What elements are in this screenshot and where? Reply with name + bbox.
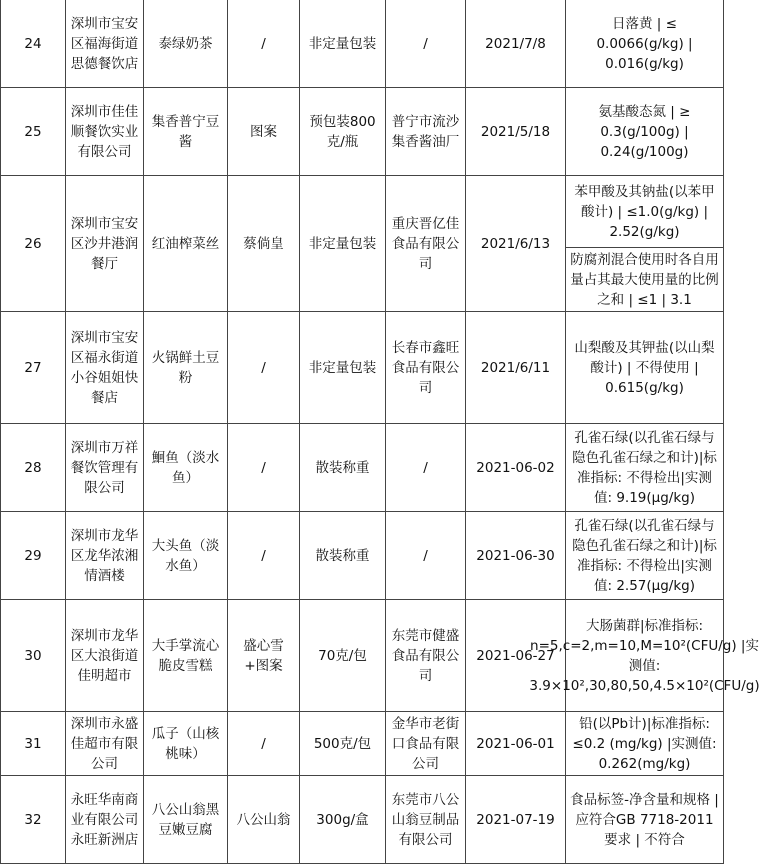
row-number-cell <box>0 424 66 512</box>
brand-cell <box>228 776 300 864</box>
specification-cell <box>300 512 386 600</box>
store-name-cell <box>66 176 144 312</box>
manufacturer-cell <box>386 0 466 88</box>
production-date: 2021-06-30 <box>476 547 555 564</box>
brand: 八公山翁 <box>236 811 291 828</box>
store-name-cell <box>66 424 144 512</box>
production-date: 2021-06-27 <box>476 647 555 664</box>
brand: / <box>261 547 266 564</box>
production-date-cell <box>466 312 566 424</box>
specification: 散装称重 <box>315 547 370 564</box>
table-row <box>0 512 724 600</box>
specification: 300g/盒 <box>316 811 369 828</box>
failed-item: 孔雀石绿(以孔雀石绿与隐色孔雀石绿之和计)|标准指标: 不得检出|实测值: 2.57(μg/kg) <box>572 517 717 594</box>
brand-cell <box>228 424 300 512</box>
product-name: 大头鱼（淡水鱼） <box>151 537 220 574</box>
store-name: 深圳市佳佳顺餐饮实业有限公司 <box>70 103 139 160</box>
row-number-cell <box>0 176 66 312</box>
store-name-cell <box>66 712 144 776</box>
specification-cell <box>300 424 386 512</box>
brand-cell <box>228 312 300 424</box>
brand: 图案 <box>250 123 277 140</box>
store-name: 深圳市永盛佳超市有限公司 <box>70 715 139 772</box>
table-row <box>0 0 724 88</box>
specification: 非定量包装 <box>308 359 377 376</box>
product-name: 火锅鲜土豆粉 <box>151 349 220 386</box>
row-number: 29 <box>24 547 42 564</box>
brand-cell <box>228 600 300 712</box>
manufacturer-cell <box>386 512 466 600</box>
manufacturer: / <box>423 547 428 564</box>
product-name: 瓜子（山核桃味） <box>151 725 220 762</box>
specification: 非定量包装 <box>308 35 377 52</box>
production-date-cell <box>466 512 566 600</box>
specification: 70克/包 <box>318 647 367 664</box>
manufacturer: 金华市老街口食品有限公司 <box>391 715 460 772</box>
manufacturer-cell <box>386 424 466 512</box>
specification: 预包装800克/瓶 <box>309 113 376 150</box>
row-number-cell <box>0 0 66 88</box>
specification-cell <box>300 776 386 864</box>
specification: 散装称重 <box>315 459 370 476</box>
brand: 蔡倘皇 <box>243 235 284 252</box>
store-name: 深圳市宝安区福永街道小谷姐姐快餐店 <box>70 329 139 406</box>
failed-item: 大肠菌群|标准指标: n=5,c=2,m=10,M=10²(CFU/g) |实测值: 3.9×10²,30,80,50,4.5×10²(CFU/g) <box>529 617 760 694</box>
manufacturer: / <box>423 35 428 52</box>
row-number-cell <box>0 776 66 864</box>
row-number: 27 <box>24 359 42 376</box>
failed-item: 食品标签-净含量和规格 | 应符合GB 7718-2011 要求 | 不符合 <box>570 791 719 848</box>
product-name: 泰绿奶茶 <box>158 35 213 52</box>
brand: / <box>261 459 266 476</box>
product-name: 集香普宁豆酱 <box>151 113 220 150</box>
store-name-cell <box>66 0 144 88</box>
product-name: 鮰鱼（淡水鱼） <box>151 449 220 486</box>
row-number: 25 <box>24 123 42 140</box>
store-name: 深圳市龙华区龙华浓湘情酒楼 <box>70 527 139 584</box>
table-row <box>0 312 724 424</box>
row-number: 30 <box>24 647 42 664</box>
failed-item: 防腐剂混合使用时各自用量占其最大使用量的比例之和 | ≤1 | 3.1 <box>566 247 723 311</box>
table-row <box>0 776 724 864</box>
specification-cell <box>300 312 386 424</box>
product-name-cell <box>144 512 228 600</box>
failed-items-cell <box>566 424 724 512</box>
row-number: 26 <box>24 235 42 252</box>
manufacturer: 长春市鑫旺食品有限公司 <box>391 339 460 396</box>
specification: 非定量包装 <box>308 235 377 252</box>
manufacturer-cell <box>386 776 466 864</box>
store-name-cell <box>66 512 144 600</box>
production-date: 2021/6/13 <box>480 235 551 252</box>
failed-items-cell <box>566 712 724 776</box>
product-name: 红油榨菜丝 <box>151 235 220 252</box>
product-name-cell <box>144 0 228 88</box>
product-name: 大手掌流心脆皮雪糕 <box>151 637 220 674</box>
product-name-cell <box>144 88 228 176</box>
manufacturer-cell <box>386 600 466 712</box>
failed-item: 孔雀石绿(以孔雀石绿与隐色孔雀石绿之和计)|标准指标: 不得检出|实测值: 9.19(μg/kg) <box>572 429 717 506</box>
production-date-cell <box>466 0 566 88</box>
production-date-cell <box>466 712 566 776</box>
store-name-cell <box>66 776 144 864</box>
specification-cell <box>300 600 386 712</box>
store-name: 深圳市龙华区大浪街道佳明超市 <box>70 627 139 684</box>
store-name: 深圳市万祥餐饮管理有限公司 <box>70 439 139 496</box>
manufacturer-cell <box>386 312 466 424</box>
row-number-cell <box>0 712 66 776</box>
brand-cell <box>228 176 300 312</box>
manufacturer-cell <box>386 88 466 176</box>
row-number-cell <box>0 312 66 424</box>
table-row <box>0 176 724 312</box>
production-date: 2021-06-02 <box>476 459 555 476</box>
brand-cell <box>228 88 300 176</box>
manufacturer: / <box>423 459 428 476</box>
row-number: 31 <box>24 735 42 752</box>
table-row <box>0 712 724 776</box>
specification-cell <box>300 712 386 776</box>
brand: / <box>261 735 266 752</box>
manufacturer: 普宁市流沙集香酱油厂 <box>391 113 460 150</box>
manufacturer: 重庆晋亿佳食品有限公司 <box>391 215 460 272</box>
failed-items-cell <box>566 312 724 424</box>
store-name-cell <box>66 312 144 424</box>
production-date-cell <box>466 88 566 176</box>
store-name-cell <box>66 600 144 712</box>
table-row <box>0 424 724 512</box>
failed-item: 苯甲酸及其钠盐(以苯甲酸计) | ≤1.0(g/kg) | 2.52(g/kg) <box>574 183 715 240</box>
product-name-cell <box>144 600 228 712</box>
production-date: 2021/7/8 <box>485 35 546 52</box>
row-number-cell <box>0 88 66 176</box>
production-date-cell <box>466 776 566 864</box>
brand: / <box>261 35 266 52</box>
failed-items-cell <box>566 776 724 864</box>
store-name-cell <box>66 88 144 176</box>
production-date: 2021-07-19 <box>476 811 555 828</box>
failed-items-cell <box>566 176 724 312</box>
product-name-cell <box>144 776 228 864</box>
failed-items-cell <box>566 512 724 600</box>
failed-item: 氨基酸态氮 | ≥ 0.3(g/100g) | 0.24(g/100g) <box>598 103 691 160</box>
failed-item: 山梨酸及其钾盐(以山梨酸计) | 不得使用 | 0.615(g/kg) <box>574 339 715 396</box>
product-name-cell <box>144 176 228 312</box>
failed-item: 铅(以Pb计)|标准指标: ≤0.2 (mg/kg) |实测值: 0.262(mg/kg) <box>572 715 717 772</box>
row-number: 32 <box>24 811 42 828</box>
manufacturer: 东莞市健盛食品有限公司 <box>391 627 460 684</box>
store-name: 深圳市宝安区福海街道思德餐饮店 <box>70 15 139 72</box>
manufacturer: 东莞市八公山翁豆制品有限公司 <box>391 791 460 848</box>
production-date: 2021-06-01 <box>476 735 555 752</box>
specification: 500克/包 <box>313 735 372 752</box>
production-date-cell <box>466 424 566 512</box>
store-name: 永旺华南商业有限公司永旺新洲店 <box>70 791 139 848</box>
product-name-cell <box>144 424 228 512</box>
row-number-cell <box>0 512 66 600</box>
failed-items-cell <box>529 600 760 712</box>
failed-items-cell <box>566 88 724 176</box>
manufacturer-cell <box>386 176 466 312</box>
specification-cell <box>300 88 386 176</box>
table-row <box>0 600 760 712</box>
manufacturer-cell <box>386 712 466 776</box>
production-date: 2021/5/18 <box>480 123 551 140</box>
specification-cell <box>300 0 386 88</box>
row-number-cell <box>0 600 66 712</box>
product-name-cell <box>144 312 228 424</box>
product-name: 八公山翁黑豆嫩豆腐 <box>151 801 220 838</box>
store-name: 深圳市宝安区沙井港润餐厅 <box>70 215 139 272</box>
brand-cell <box>228 512 300 600</box>
brand-cell <box>228 0 300 88</box>
production-date: 2021/6/11 <box>480 359 551 376</box>
product-name-cell <box>144 712 228 776</box>
table-row <box>0 88 724 176</box>
row-number: 24 <box>24 35 42 52</box>
failed-items-cell <box>566 0 724 88</box>
brand: / <box>261 359 266 376</box>
brand: 盛心雪+图案 <box>243 637 284 674</box>
brand-cell <box>228 712 300 776</box>
production-date-cell <box>466 176 566 312</box>
row-number: 28 <box>24 459 42 476</box>
failed-item: 日落黄 | ≤ 0.0066(g/kg) | 0.016(g/kg) <box>596 15 693 72</box>
specification-cell <box>300 176 386 312</box>
